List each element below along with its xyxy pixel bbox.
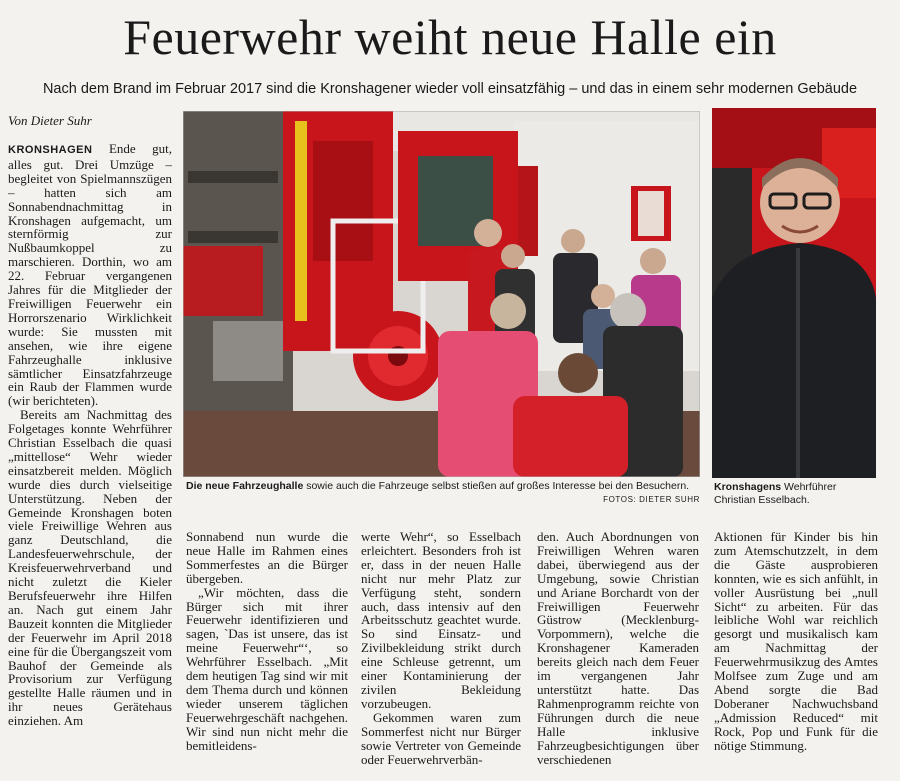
main-photo-caption (186, 480, 701, 493)
column-3-paragraph-1: werte Wehr“, so Esselbach erleichtert. Besonders froh ist er, dass in der neuen Halle nicht nur mehr Platz zur Verfügung steht, sondern auch, dass intensiv auf den Arbeitsschutz geachtet wurde. So sind Einsatz- und Zivilbekleidung strikt durch eine Schleuse getrennt, um einer Kontaminierung der zivilen Bekleidung vorzubeugen. (361, 530, 521, 711)
headline: Feuerwehr weiht neue Halle ein (123, 9, 777, 65)
article-column-3 (361, 530, 521, 778)
fire-chief-portrait-photo-icon (712, 108, 876, 478)
column-1-paragraph-1-text: Ende gut, alles gut. Drei Umzüge – begleitet von Spielmannszügen – hatten sich am Sonnabendnachmittag in Kronshagen aufgemacht, um sternförmig zur Nußbaumkoppel zu marschieren. Dorthin, wo am 22. Februar vergangenen Jahres für die Mitglieder der Freiwilligen Feuerwehr ein Horrorszenario Wirklichkeit wurde: Sie mussten mit ansehen, wie ihre eigene Fahrzeughalle inklusive sämtlicher Einsatzfahrzeuge ein Raub der Flammen wurde (wir berichteten). (8, 142, 172, 409)
column-1-paragraph-2: Bereits am Nachmittag des Folgetages konnte Wehrführer Christian Esselbach die quasi „mittellose“ Wehr wieder einsatzbereit melden. Möglich wurde dies durch vielseitige Unterstützung. Neben der Gemeinde Kronshagen boten viele Freiwillige Wehren aus ganz Deutschland, die Landesfeuerwehrschule, der Kreisfeuerwehrverband und nicht zuletzt die Kieler Berufsfeuerwehr ihre Hilfen an. Nach gut einem Jahr Bauzeit konnten die Mitglieder der Feuerwehr im April 2018 eine für die Übergangszeit vom Bauhof der Gemeinde als Provisorium zur Verfügung gestellte Halle räumen und in ihr neues Gerätehaus einziehen. Am (8, 407, 172, 729)
column-1-paragraph-1 (8, 142, 172, 408)
main-photo (183, 111, 700, 477)
portrait-caption-text: Wehrführer Christian Esselbach. (714, 481, 837, 506)
main-photo-caption-text: sowie auch die Fahrzeuge selbst stießen auf großes Interesse bei den Besuchern. (303, 480, 690, 492)
column-5-paragraph-1: Aktionen für Kinder bis hin zum Atemschutzzelt, in dem die Gäste ausprobieren konnten, wie es sich anfühlt, in voller Ausrüstung bei „null Sicht“ zu arbeiten. Für das leibliche Wohl war reichlich gesorgt und musikalisch kam am Nachmittag der Feuerwehrmusikzug des Amtes Molfsee zum Zuge und am Abend sorgte die Bad Doberaner Nachwuchsband „Admission Reduced“ mit Rock, Pop und Funk für die nötige Stimmung. (714, 530, 878, 753)
portrait-caption (714, 481, 879, 506)
fire-station-crowd-photo-icon (183, 111, 700, 477)
subheadline: Nach dem Brand im Februar 2017 sind die Kronshagener wieder voll einsatzfähig – und das in einem sehr modernen Gebäude (42, 81, 858, 97)
dateline: KRONSHAGEN (8, 144, 93, 156)
photo-credit: FOTOS: DIETER SUHR (603, 495, 700, 504)
column-2-paragraph-1: Sonnabend nun wurde die neue Halle im Rahmen eines Sommerfestes an die Bürger übergeben. (186, 530, 348, 586)
article-column-4 (537, 530, 699, 778)
column-3-paragraph-2: Gekommen waren zum Sommerfest nicht nur Bürger sowie Vertreter von Gemeinde oder Feuerwehrverbän- (361, 709, 521, 767)
article-column-5 (714, 530, 878, 778)
portrait-caption-bold: Kronshagens (714, 481, 782, 493)
article-column-1 (8, 142, 172, 778)
article-column-2 (186, 530, 348, 778)
column-4-paragraph-1: den. Auch Abordnungen von Freiwilligen Wehren waren dabei, überwiegend aus der Umgebung, sowie Christian und Ariane Borchardt von der Freiwilligen Feuerwehr Güstrow (Mecklenburg-Vorpommern), welche die Kronshagener Kameraden bereits gleich nach dem Feuer im vergangenen Jahr unterstützt hatte. Das Rahmenprogramm reichte von Führungen durch die neue Halle inklusive Fahrzeugbesichtigungen über verschiedenen (537, 530, 699, 767)
column-2-paragraph-2: „Wir möchten, dass die Bürger sich mit ihrer Feuerwehr identifizieren und sagen, `Das ist unsere, das ist meine Feuerwehr“‘, so Wehrführer Esselbach. „Mit dem heutigen Tag sind wir mit dem Thema durch und können wieder unserem täglichen Feuerwehrgeschäft nachgehen. Wir sind nun nicht mehr die bemitleidens- (186, 584, 348, 753)
main-photo-caption-bold: Die neue Fahrzeughalle (186, 480, 304, 492)
portrait-photo (712, 108, 876, 478)
byline: Von Dieter Suhr (8, 113, 92, 128)
